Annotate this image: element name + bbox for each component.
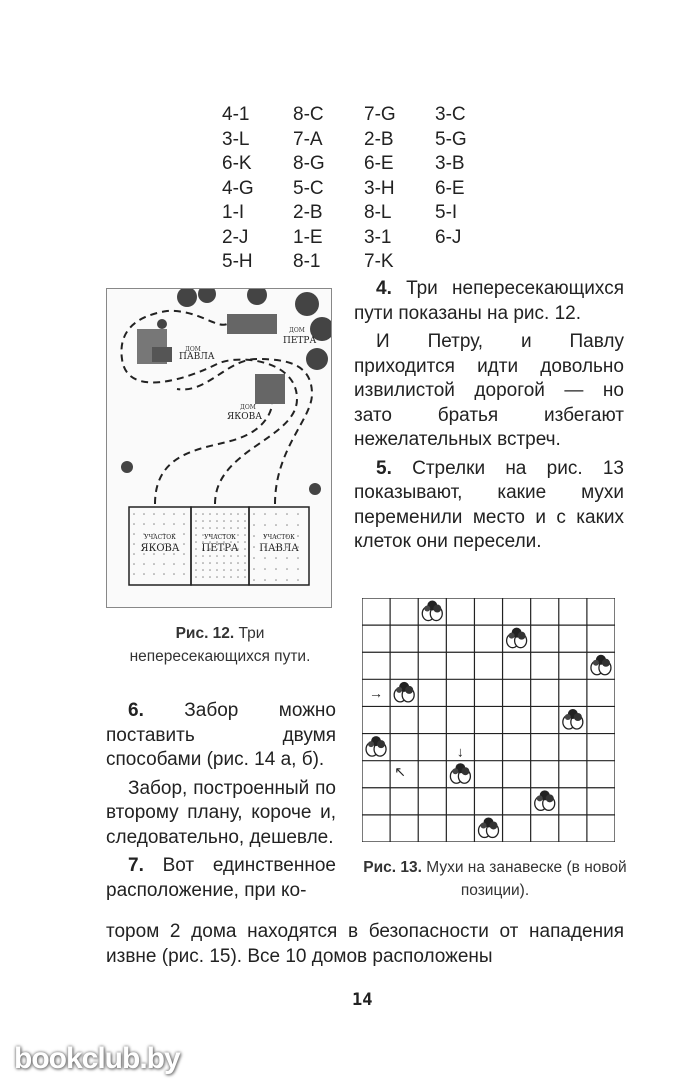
plot-dot	[153, 523, 155, 525]
plot-dot	[216, 555, 218, 557]
plot-dot	[195, 520, 197, 522]
answer-cell: 3-C	[435, 104, 466, 125]
plot-dot	[237, 569, 239, 571]
answer-cell: 6-K	[222, 153, 252, 174]
plot-dot	[230, 555, 232, 557]
answer-cell: 3-1	[364, 226, 392, 248]
plot-dot	[275, 557, 277, 559]
answer-row	[222, 250, 506, 275]
plot-dot	[143, 523, 145, 525]
plot-dot	[202, 562, 204, 564]
plot-dot	[253, 513, 255, 515]
figure-12-label: Рис. 12.	[175, 625, 235, 642]
house-yakova	[255, 374, 285, 404]
plot-dot	[183, 513, 185, 515]
plot-dot	[195, 513, 197, 515]
plot-dot	[133, 523, 135, 525]
answer-cell: 5-I	[435, 202, 458, 223]
plot-dot	[297, 579, 299, 581]
section-5-text: Стрелки на рис. 13 показывают, какие мухи переменили место и с каких клеток они пересели.	[354, 457, 624, 552]
plot-dot	[244, 562, 246, 564]
answer-cell: 6-E	[435, 177, 465, 199]
answer-cell: 1-I	[222, 202, 245, 223]
plot-dot	[209, 562, 211, 564]
answer-cell: 5-C	[293, 177, 324, 199]
plot-dot	[297, 535, 299, 537]
arrow-icon: ↓	[456, 743, 464, 760]
plot-dot	[133, 553, 135, 555]
plot3-name: ПАВЛА	[259, 543, 299, 554]
svg-text:ДОМ: ДОМ	[289, 327, 305, 334]
label-petra: ПЕТРА	[283, 336, 317, 346]
answer-cell: 1-E	[293, 226, 323, 248]
plot-dot	[286, 524, 288, 526]
plot-dot	[223, 520, 225, 522]
plot-dot	[183, 523, 185, 525]
plot-dot	[230, 576, 232, 578]
answer-cell: 4-G	[222, 177, 254, 199]
answer-cell: 8-L	[364, 202, 392, 223]
plot-dot	[195, 527, 197, 529]
answer-cell: 3-H	[364, 177, 395, 199]
plot-dot	[286, 579, 288, 581]
plot-dot	[253, 568, 255, 570]
plot-dot	[244, 520, 246, 522]
fly-icon	[535, 790, 555, 810]
plot-dot	[237, 520, 239, 522]
answer-row	[222, 201, 506, 226]
section-7-text: Вот единственное расположение, при ко-	[106, 855, 336, 901]
page-number: 14	[352, 990, 373, 1010]
arrow-icon: →	[369, 684, 384, 701]
plot-dot	[163, 563, 165, 565]
section-5-number: 5.	[376, 457, 392, 479]
plot-dot	[195, 569, 197, 571]
plot2-top: УЧАСТОК	[204, 534, 236, 541]
answer-cell: 2-B	[364, 128, 394, 150]
plot-dot	[237, 513, 239, 515]
plot-dot	[209, 520, 211, 522]
plot-dot	[230, 520, 232, 522]
plot-dot	[133, 513, 135, 515]
plot-dot	[143, 563, 145, 565]
figure-13-grid	[362, 598, 615, 842]
plot3-top: УЧАСТОК	[263, 534, 295, 541]
answer-cell: 8-C	[293, 104, 324, 125]
plot-dot	[216, 527, 218, 529]
plot-dot	[163, 573, 165, 575]
plot-dot	[223, 513, 225, 515]
plot-dot	[163, 513, 165, 515]
plot-dot	[264, 579, 266, 581]
answer-cell: 7-G	[364, 104, 396, 125]
plot-dot	[286, 568, 288, 570]
plot-dot	[209, 527, 211, 529]
plot-dot	[244, 527, 246, 529]
answer-row	[222, 103, 506, 128]
figure-13-label: Рис. 13.	[363, 859, 422, 876]
plot-dot	[183, 563, 185, 565]
plot-dot	[183, 533, 185, 535]
plot-dot	[153, 573, 155, 575]
plot-dot	[297, 557, 299, 559]
plot-dot	[253, 579, 255, 581]
plot-dot	[264, 568, 266, 570]
plot-dot	[264, 557, 266, 559]
plot-dot	[244, 555, 246, 557]
plot-dot	[216, 562, 218, 564]
plot-dot	[244, 576, 246, 578]
plot-dot	[133, 533, 135, 535]
plot-dot	[223, 555, 225, 557]
watermark: bookclub.by	[14, 1042, 180, 1075]
answer-row	[222, 128, 506, 153]
answer-table	[222, 103, 506, 275]
plot-dot	[237, 576, 239, 578]
house-pavla	[137, 329, 172, 364]
label-yakova: ЯКОВА	[227, 412, 263, 422]
answer-row	[222, 152, 506, 177]
plot-dot	[202, 527, 204, 529]
plot-dot	[230, 569, 232, 571]
answer-cell: 7-K	[364, 251, 394, 272]
plot-dot	[173, 523, 175, 525]
plot-dot	[286, 513, 288, 515]
section-4-text: Три непересекающихся пути показаны на рис. 12.	[354, 278, 624, 324]
plot-dot	[202, 569, 204, 571]
plot-dot	[216, 569, 218, 571]
fly-icon	[394, 682, 414, 702]
plot-dot	[133, 563, 135, 565]
plot-dot	[253, 546, 255, 548]
plot-dot	[209, 555, 211, 557]
plot1-top: УЧАСТОК	[144, 534, 176, 541]
fly-icon	[450, 763, 470, 783]
section-7	[106, 854, 336, 903]
plot-dot	[253, 557, 255, 559]
section-4	[354, 277, 624, 555]
section-7-continued: тором 2 дома находятся в безопасности от нападения извне (рис. 15). Все 10 домов расположены	[106, 921, 624, 967]
plot-dot	[153, 563, 155, 565]
plot-dot	[202, 513, 204, 515]
svg-text:ДОМ: ДОМ	[240, 404, 256, 411]
figure-12-caption: Рис. 12. Три непересекающихся пути.	[129, 625, 311, 665]
plot-dot	[143, 513, 145, 515]
plot-dot	[195, 534, 197, 536]
answer-cell: 3-L	[222, 128, 250, 150]
plot-dot	[230, 513, 232, 515]
plot-dot	[153, 513, 155, 515]
plot-dot	[230, 562, 232, 564]
plot-dot	[195, 541, 197, 543]
plot-dot	[195, 548, 197, 550]
plot-dot	[244, 569, 246, 571]
plot-dot	[244, 548, 246, 550]
plot-dot	[297, 524, 299, 526]
answer-cell: 2-J	[222, 226, 249, 248]
label-dom1: ДОМ	[185, 346, 201, 353]
answer-cell: 3-B	[435, 153, 465, 174]
plot-dot	[173, 563, 175, 565]
label-pavla: ПАВЛА	[179, 352, 215, 362]
plot-dot	[275, 524, 277, 526]
plot-dot	[209, 569, 211, 571]
figure-12-map	[106, 288, 332, 608]
answer-cell: 7-A	[293, 128, 323, 150]
fly-icon	[366, 736, 386, 756]
fly-icon	[591, 655, 611, 675]
plot-dot	[143, 573, 145, 575]
section-6-number: 6.	[128, 700, 144, 721]
plot-dot	[237, 562, 239, 564]
answer-cell: 8-G	[293, 153, 325, 174]
plot-dot	[264, 513, 266, 515]
plot-dot	[230, 527, 232, 529]
plot-dot	[195, 555, 197, 557]
plot-dot	[183, 553, 185, 555]
answer-cell: 5-G	[435, 128, 467, 150]
plot-dot	[223, 562, 225, 564]
plot-dot	[237, 527, 239, 529]
plot2-name: ПЕТРА	[201, 543, 239, 554]
section-5	[354, 457, 624, 555]
plot-dot	[223, 527, 225, 529]
arrow-icon: ↖	[394, 763, 406, 780]
plot-dot	[173, 573, 175, 575]
plot-dot	[244, 513, 246, 515]
plot-dot	[209, 576, 211, 578]
plot-dot	[216, 520, 218, 522]
plot-dot	[275, 579, 277, 581]
answer-cell	[435, 250, 506, 275]
plot-dot	[202, 520, 204, 522]
answer-cell: 6-E	[364, 153, 394, 174]
answer-cell: 6-J	[435, 226, 462, 248]
fly-icon	[507, 628, 527, 648]
plot-dot	[244, 541, 246, 543]
plot-dot	[286, 557, 288, 559]
house-petra	[227, 314, 277, 334]
fly-icon	[479, 817, 499, 837]
plot-dot	[202, 576, 204, 578]
section-6	[106, 699, 336, 903]
figure-13-caption: Рис. 13. Мухи на занавеске (в новой позиции).	[363, 859, 627, 899]
fly-icon	[422, 601, 442, 621]
plot-dot	[275, 513, 277, 515]
answer-row	[222, 177, 506, 202]
plot-dot	[163, 523, 165, 525]
plot-dot	[297, 568, 299, 570]
section-4-para2: И Петру, и Павлу приходится идти довольно извилистой дорогой — но зато братья избегают нежелательных встреч.	[354, 331, 624, 450]
plot-dot	[133, 543, 135, 545]
plot-dot	[216, 513, 218, 515]
plot-dot	[297, 513, 299, 515]
section-6-para2: Забор, построенный по второму плану, короче и, следовательно, дешевле.	[106, 777, 336, 848]
answer-cell: 4-1	[222, 104, 250, 125]
plot-dot	[183, 543, 185, 545]
plot1-name: ЯКОВА	[140, 543, 180, 554]
plot-dot	[275, 568, 277, 570]
plot-dot	[237, 555, 239, 557]
plot-dot	[195, 576, 197, 578]
plot-dot	[253, 535, 255, 537]
plot-dot	[173, 513, 175, 515]
plot-dot	[223, 569, 225, 571]
section-4-number: 4.	[376, 278, 392, 299]
section-6-text: Забор можно поставить двумя способами (рис. 14 а, б).	[106, 700, 336, 770]
plot-dot	[253, 524, 255, 526]
answer-cell: 8-1	[293, 251, 321, 272]
fly-icon	[563, 709, 583, 729]
plot-dot	[133, 573, 135, 575]
plot-dot	[183, 573, 185, 575]
plot-dot	[202, 555, 204, 557]
plot-dot	[216, 576, 218, 578]
section-7-number: 7.	[128, 855, 144, 876]
plot-dot	[209, 513, 211, 515]
plot-dot	[237, 534, 239, 536]
plot-dot	[244, 534, 246, 536]
answer-cell: 2-B	[293, 202, 323, 223]
plot-dot	[264, 524, 266, 526]
answer-cell: 5-H	[222, 251, 253, 272]
plot-dot	[223, 576, 225, 578]
answer-row	[222, 226, 506, 251]
plot-dot	[195, 562, 197, 564]
trees-decoration	[121, 289, 331, 495]
